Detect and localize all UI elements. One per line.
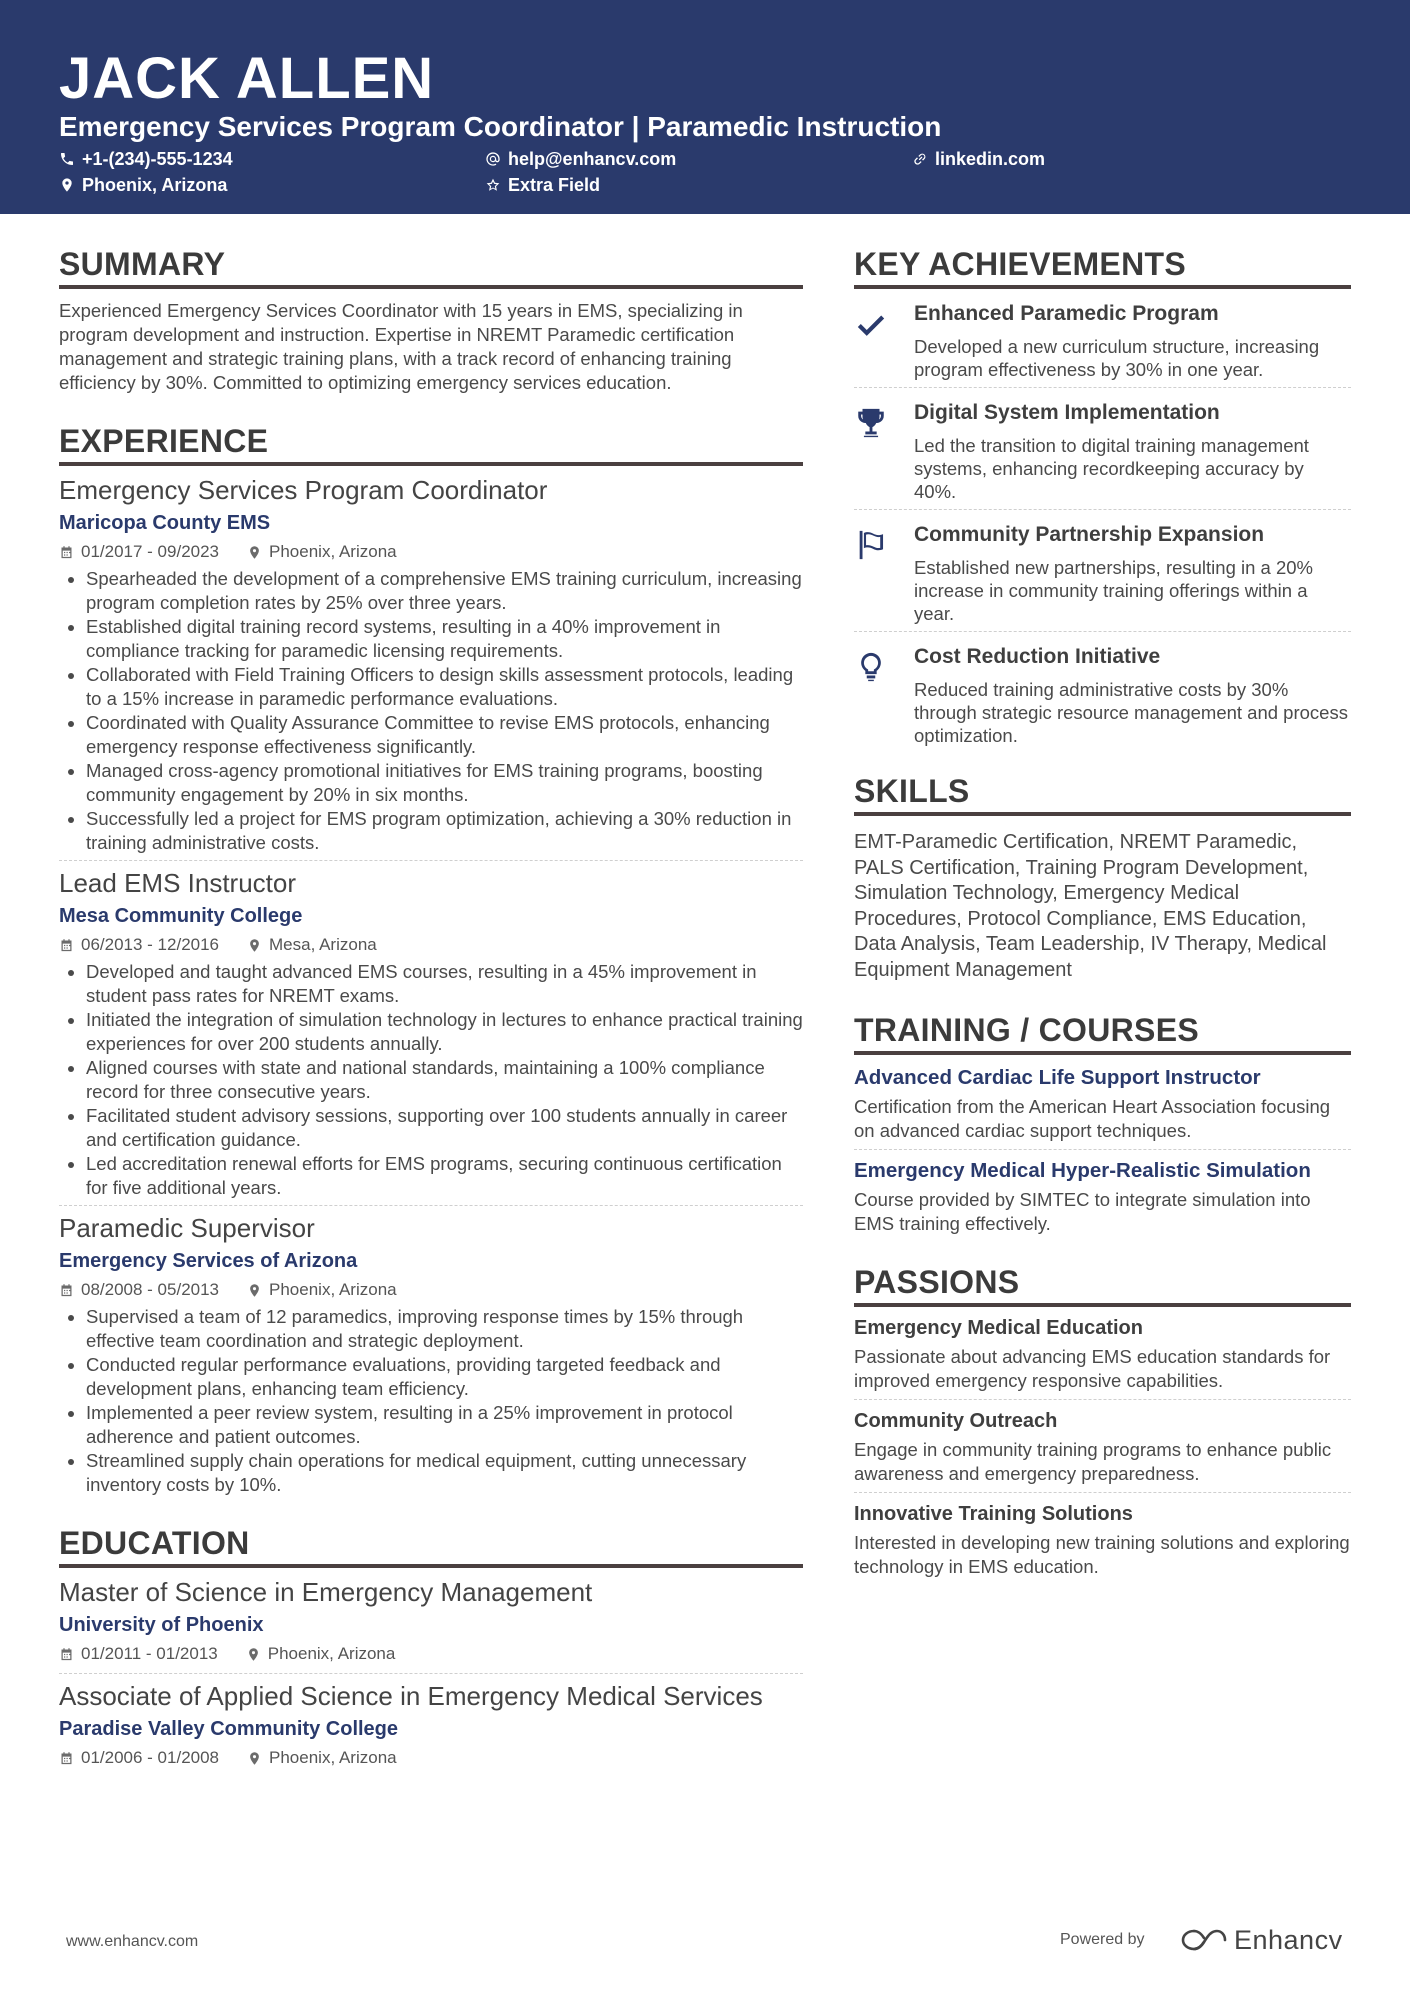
bullet-item: • Streamlined supply chain operations for medical equipment, cutting unnecessary inventory costs by 10%. — [86, 1449, 803, 1497]
at-sign-icon — [485, 151, 501, 167]
passion-desc: Engage in community training programs to enhance public awareness and emergency preparedness. — [854, 1438, 1332, 1484]
achievement-desc: Led the transition to digital training management systems, enhancing recordkeeping accuracy by 40%. — [914, 435, 1309, 502]
job-bullets — [59, 567, 803, 855]
calendar-icon — [59, 1751, 74, 1766]
map-pin-icon — [247, 1751, 262, 1766]
bullet-item: • Developed and taught advanced EMS courses, resulting in a 45% improvement in student pass rates for NREMT exams. — [86, 960, 803, 1008]
entry-divider — [854, 1399, 1351, 1400]
experience-entry — [59, 1212, 803, 1497]
course-title: Emergency Medical Hyper-Realistic Simulation — [854, 1158, 1311, 1182]
entry-divider — [854, 1149, 1351, 1150]
star-icon — [485, 177, 501, 193]
achievements-heading: KEY ACHIEVEMENTS — [854, 244, 1351, 289]
achievement-desc: Established new partnerships, resulting in a 20% increase in community training offerings within a year. — [914, 557, 1314, 624]
school-name: Paradise Valley Community College — [59, 1718, 399, 1740]
job-location: Phoenix, Arizona — [269, 1280, 397, 1299]
map-pin-icon — [247, 1283, 262, 1298]
bullet-item: • Aligned courses with state and national standards, maintaining a 100% compliance record for three consecutive years. — [86, 1056, 803, 1104]
achievement-title: Cost Reduction Initiative — [914, 645, 1161, 668]
company-name: Mesa Community College — [59, 905, 303, 927]
company-name: Maricopa County EMS — [59, 512, 271, 534]
contact-email[interactable] — [485, 148, 676, 170]
education-dates: 01/2006 - 01/2008 — [81, 1748, 220, 1767]
passion-title: Community Outreach — [854, 1409, 1058, 1432]
company-name: Emergency Services of Arizona — [59, 1250, 358, 1272]
job-location: Mesa, Arizona — [269, 935, 377, 954]
powered-by-label: Powered by — [1060, 1931, 1145, 1948]
trophy-icon — [854, 406, 888, 440]
summary-text: Experienced Emergency Services Coordinator with 15 years in EMS, specializing in program development and instruction. Expertise in NREMT Paramedic certification management and strategic training plans, with a track record of enhancing training efficiency by 30%. Committed to optimizing emergency services education. — [59, 300, 743, 393]
achievement-desc: Reduced training administrative costs by 30% through strategic resource management and process optimization. — [914, 679, 1348, 746]
bullet-item: • Conducted regular performance evaluations, providing targeted feedback and development plans, enhancing team efficiency. — [86, 1353, 803, 1401]
job-title: Lead EMS Instructor — [59, 868, 296, 898]
degree-title: Master of Science in Emergency Management — [59, 1577, 593, 1607]
calendar-icon — [59, 938, 74, 953]
passion-item — [854, 1501, 1351, 1579]
job-title: Emergency Services Program Coordinator — [59, 475, 548, 505]
phone-number: +1-(234)-555-1234 — [82, 149, 233, 169]
achievement-title: Enhanced Paramedic Program — [914, 302, 1219, 325]
course-desc: Course provided by SIMTEC to integrate simulation into EMS training effectively. — [854, 1188, 1311, 1234]
flag-icon — [854, 528, 888, 562]
left-column — [59, 244, 803, 1769]
job-location: Phoenix, Arizona — [269, 542, 397, 561]
entry-divider — [854, 631, 1351, 632]
entry-divider — [59, 1673, 803, 1674]
job-meta — [59, 934, 803, 956]
footer-website-link[interactable]: www.enhancv.com — [66, 1933, 199, 1950]
course-title: Advanced Cardiac Life Support Instructor — [854, 1065, 1261, 1089]
location-text: Phoenix, Arizona — [82, 175, 228, 195]
passions-heading: PASSIONS — [854, 1262, 1351, 1307]
map-pin-icon — [247, 938, 262, 953]
calendar-icon — [59, 1283, 74, 1298]
entry-divider — [59, 860, 803, 861]
bullet-item: • Facilitated student advisory sessions, supporting over 100 students annually in career and certification guidance. — [86, 1104, 803, 1152]
achievement-item — [854, 301, 1351, 381]
bullet-item: • Implemented a peer review system, resulting in a 25% improvement in protocol adherence and patient outcomes. — [86, 1401, 803, 1449]
education-location: Phoenix, Arizona — [267, 1644, 396, 1663]
course-desc: Certification from the American Heart Association focusing on advanced cardiac support techniques. — [854, 1095, 1331, 1141]
entry-divider — [854, 1492, 1351, 1493]
school-name: University of Phoenix — [59, 1614, 264, 1636]
bullet-item: • Spearheaded the development of a comprehensive EMS training curriculum, increasing program completion rates by 25% over three years. — [86, 567, 803, 615]
calendar-icon — [59, 1647, 74, 1662]
job-bullets — [59, 1305, 803, 1497]
passion-title: Emergency Medical Education — [854, 1316, 1143, 1339]
bullet-item: • Initiated the integration of simulation technology in lectures to enhance practical training experiences for over 200 students annually. — [86, 1008, 803, 1056]
achievement-desc: Developed a new curriculum structure, increasing program effectiveness by 30% in one year. — [914, 336, 1320, 380]
achievement-item — [854, 522, 1351, 625]
summary-heading: SUMMARY — [59, 244, 803, 289]
brand-name: Enhancv — [1234, 1925, 1343, 1955]
education-heading: EDUCATION — [59, 1523, 803, 1568]
education-entry — [59, 1576, 803, 1665]
linkedin-link: linkedin.com — [935, 149, 1046, 169]
brand-logo[interactable] — [1180, 1924, 1343, 1956]
contact-linkedin[interactable] — [912, 148, 1045, 170]
job-meta — [59, 541, 803, 563]
education-meta — [59, 1643, 803, 1665]
experience-heading: EXPERIENCE — [59, 421, 803, 466]
contact-extra — [485, 174, 600, 196]
passion-desc: Interested in developing new training solutions and exploring technology in EMS education. — [854, 1531, 1350, 1577]
skills-text: EMT-Paramedic Certification, NREMT Paramedic, PALS Certification, Training Program Development, Simulation Technology, Emergency Medical Procedures, Protocol Compliance, EMS Education, Data Analysis, Team Leadership, IV Therapy, Medical Equipment Management — [854, 831, 1327, 981]
job-title: Paramedic Supervisor — [59, 1213, 315, 1243]
achievement-title: Community Partnership Expansion — [914, 523, 1265, 546]
achievement-title: Digital System Implementation — [914, 401, 1220, 424]
course-item — [854, 1158, 1351, 1236]
achievement-item — [854, 400, 1351, 503]
job-dates: 06/2013 - 12/2016 — [81, 935, 220, 954]
course-item — [854, 1065, 1351, 1143]
skills-heading: SKILLS — [854, 771, 1351, 816]
job-bullets — [59, 960, 803, 1200]
achievement-item — [854, 644, 1351, 747]
passion-title: Innovative Training Solutions — [854, 1502, 1133, 1525]
contact-location — [59, 174, 227, 196]
lightbulb-icon — [854, 650, 888, 684]
candidate-name: JACK ALLEN — [59, 46, 435, 111]
job-meta — [59, 1279, 803, 1301]
passion-item — [854, 1408, 1351, 1486]
bullet-item: • Led accreditation renewal efforts for EMS programs, securing continuous certification for five additional years. — [86, 1152, 803, 1200]
education-entry — [59, 1680, 803, 1769]
bullet-item: • Managed cross-agency promotional initiatives for EMS training programs, boosting community engagement by 20% in six months. — [86, 759, 803, 807]
passion-desc: Passionate about advancing EMS education standards for improved emergency responsive capabilities. — [854, 1345, 1331, 1391]
map-pin-icon — [59, 177, 75, 193]
map-pin-icon — [246, 1647, 261, 1662]
phone-icon — [59, 151, 75, 167]
bullet-item: • Supervised a team of 12 paramedics, improving response times by 15% through effective team coordination and strategic deployment. — [86, 1305, 803, 1353]
candidate-headline: Emergency Services Program Coordinator | Paramedic Instruction — [59, 111, 942, 142]
entry-divider — [854, 387, 1351, 388]
degree-title: Associate of Applied Science in Emergency Medical Services — [59, 1681, 763, 1711]
education-location: Phoenix, Arizona — [269, 1748, 397, 1767]
checkmark-icon — [854, 307, 888, 341]
education-dates: 01/2011 - 01/2013 — [81, 1644, 218, 1663]
experience-entry — [59, 474, 803, 855]
experience-entry — [59, 867, 803, 1200]
enhancv-logo-icon — [1180, 1927, 1228, 1953]
calendar-icon — [59, 545, 74, 560]
training-heading: TRAINING / COURSES — [854, 1010, 1351, 1055]
entry-divider — [59, 1205, 803, 1206]
right-column — [854, 244, 1351, 1579]
job-dates: 01/2017 - 09/2023 — [81, 542, 220, 561]
extra-field-text: Extra Field — [508, 175, 601, 195]
bullet-item: • Collaborated with Field Training Officers to design skills assessment protocols, leading to a 15% increase in paramedic performance evaluations. — [86, 663, 803, 711]
email-address: help@enhancv.com — [508, 149, 677, 169]
resume-header — [0, 0, 1410, 214]
job-dates: 08/2008 - 05/2013 — [81, 1280, 220, 1299]
map-pin-icon — [247, 545, 262, 560]
contact-phone[interactable] — [59, 148, 233, 170]
passion-item — [854, 1315, 1351, 1393]
bullet-item: • Successfully led a project for EMS program optimization, achieving a 30% reduction in training administrative costs. — [86, 807, 803, 855]
entry-divider — [854, 509, 1351, 510]
bullet-item: • Coordinated with Quality Assurance Committee to revise EMS protocols, enhancing emergency response effectiveness significantly. — [86, 711, 803, 759]
education-meta — [59, 1747, 803, 1769]
bullet-item: • Established digital training record systems, resulting in a 40% improvement in compliance tracking for paramedic licensing requirements. — [86, 615, 803, 663]
link-icon — [912, 151, 928, 167]
